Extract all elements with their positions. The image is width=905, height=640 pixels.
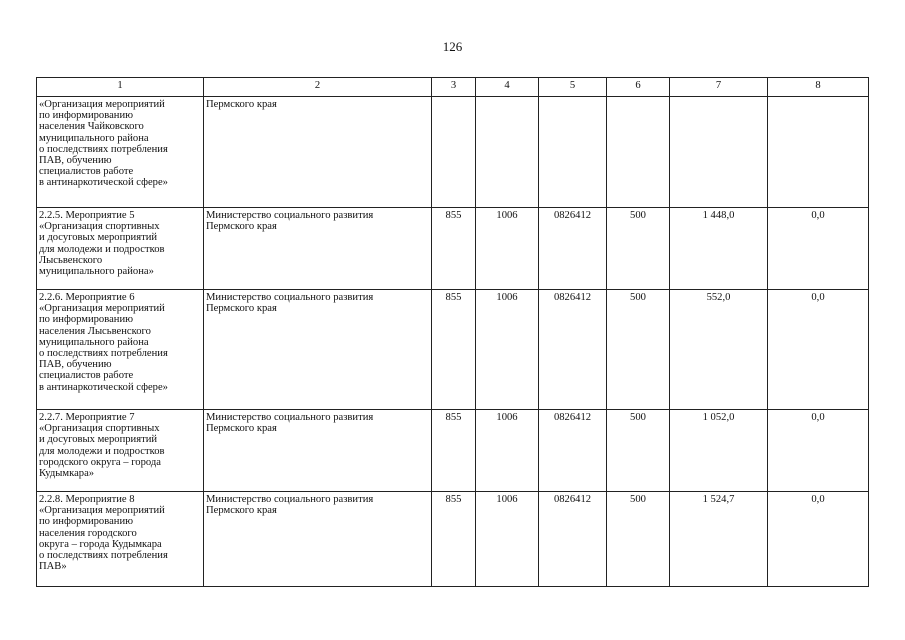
page-number: 126 [442,39,463,54]
column-header: 7 [670,78,768,97]
table-row [37,208,869,290]
executor: Министерство социального развития Пермского края [204,492,432,587]
cell-c8: 0,0 [768,492,869,587]
measure-name: 2.2.8. Мероприятие 8 «Организация мероприятий по информированию населения городского округа – города Кудымкара о последствиях потребления ПАВ» [37,492,204,587]
executor: Министерство социального развития Пермского края [204,208,432,290]
cell-c6: 500 [607,492,670,587]
cell-c3 [432,97,476,208]
cell-c5: 0826412 [539,410,607,492]
executor: Министерство социального развития Пермского края [204,410,432,492]
cell-c6: 500 [607,410,670,492]
cell-c8: 0,0 [768,410,869,492]
cell-c7 [670,97,768,208]
cell-c8: 0,0 [768,208,869,290]
cell-c5: 0826412 [539,290,607,410]
cell-c7: 1 524,7 [670,492,768,587]
cell-c5: 0826412 [539,208,607,290]
executor: Пермского края [204,97,432,208]
cell-c4 [476,97,539,208]
cell-c7: 1 052,0 [670,410,768,492]
program-table [36,77,869,587]
table-row [37,290,869,410]
column-header: 5 [539,78,607,97]
cell-c8 [768,97,869,208]
cell-c5: 0826412 [539,492,607,587]
cell-c4: 1006 [476,208,539,290]
table-row [37,492,869,587]
column-header: 6 [607,78,670,97]
cell-c4: 1006 [476,410,539,492]
cell-c6: 500 [607,290,670,410]
table-row [37,410,869,492]
column-header: 1 [37,78,204,97]
cell-c3: 855 [432,492,476,587]
executor: Министерство социального развития Пермского края [204,290,432,410]
measure-name: «Организация мероприятий по информированию населения Чайковского муниципального района о последствиях потребления ПАВ, обучению специалистов работе в антинаркотической сфере» [37,97,204,208]
cell-c4: 1006 [476,290,539,410]
cell-c3: 855 [432,410,476,492]
measure-name: 2.2.5. Мероприятие 5 «Организация спортивных и досуговых мероприятий для молодежи и подростков Лысьвенского муниципального района» [37,208,204,290]
table-row [37,97,869,208]
column-number-row [37,78,869,97]
cell-c7: 552,0 [670,290,768,410]
column-header: 4 [476,78,539,97]
cell-c6: 500 [607,208,670,290]
column-header: 2 [204,78,432,97]
cell-c3: 855 [432,208,476,290]
measure-name: 2.2.6. Мероприятие 6 «Организация мероприятий по информированию населения Лысьвенского муниципального района о последствиях потребления ПАВ, обучению специалистов работе в антинаркотической сфере» [37,290,204,410]
column-header: 3 [432,78,476,97]
cell-c6 [607,97,670,208]
cell-c7: 1 448,0 [670,208,768,290]
column-header: 8 [768,78,869,97]
cell-c3: 855 [432,290,476,410]
cell-c5 [539,97,607,208]
cell-c4: 1006 [476,492,539,587]
measure-name: 2.2.7. Мероприятие 7 «Организация спортивных и досуговых мероприятий для молодежи и подростков городского округа – города Кудымкара» [37,410,204,492]
cell-c8: 0,0 [768,290,869,410]
